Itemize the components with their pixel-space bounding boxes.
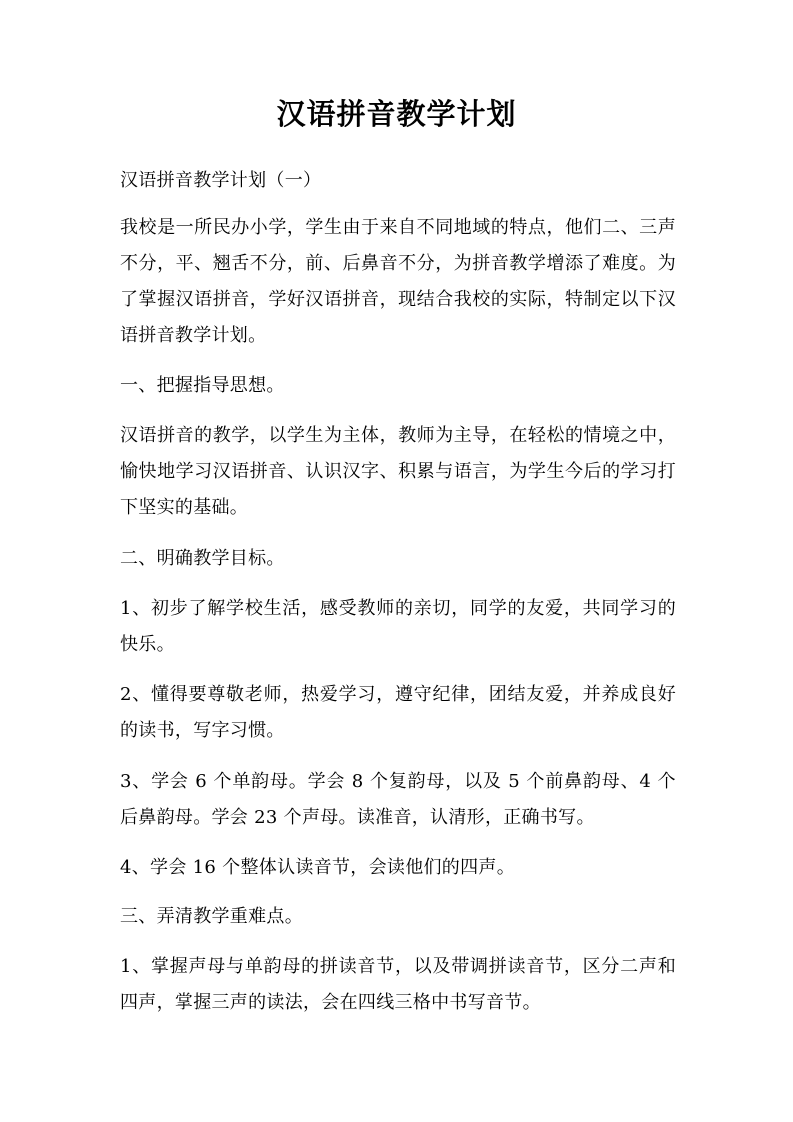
goal-item-4: 4、学会 16 个整体认读音节，会读他们的四声。 xyxy=(120,857,515,878)
intro-paragraph: 我校是一所民办小学，学生由于来自不同地域的特点，他们二、三声不分，平、翘舌不分，前、后鼻音不分，为拼音教学增添了难度。为了掌握汉语拼音，学好汉语拼音，现结合我校的实际，特制定以下汉语拼音教学计划。 xyxy=(120,217,676,346)
goal-item-1: 1、初步了解学校生活，感受教师的亲切，同学的友爱，共同学习的快乐。 xyxy=(120,598,676,655)
guiding-idea-paragraph: 汉语拼音的教学，以学生为主体，教师为主导，在轻松的情境之中，愉快地学习汉语拼音、认识汉字、积累与语言，为学生今后的学习打下坚实的基础。 xyxy=(120,425,676,518)
document-title: 汉语拼音教学计划 xyxy=(276,97,517,131)
section-heading-key-points: 三、弄清教学重难点。 xyxy=(120,906,303,927)
key-point-item-1: 1、掌握声母与单韵母的拼读音节，以及带调拼读音节，区分二声和四声，掌握三声的读法，会在四线三格中书写音节。 xyxy=(120,956,676,1013)
subtitle-paragraph: 汉语拼音教学计划（一） xyxy=(120,170,322,191)
goal-item-3: 3、学会 6 个单韵母。学会 8 个复韵母，以及 5 个前鼻韵母、4 个后鼻韵母。学会 23 个声母。读准音，认清形，正确书写。 xyxy=(120,771,676,828)
goal-item-2: 2、懂得要尊敬老师，热爱学习，遵守纪律，团结友爱，并养成良好的读书，写字习惯。 xyxy=(120,684,676,741)
section-heading-teaching-goals: 二、明确教学目标。 xyxy=(120,548,285,569)
section-heading-guiding-idea: 一、把握指导思想。 xyxy=(120,375,285,396)
